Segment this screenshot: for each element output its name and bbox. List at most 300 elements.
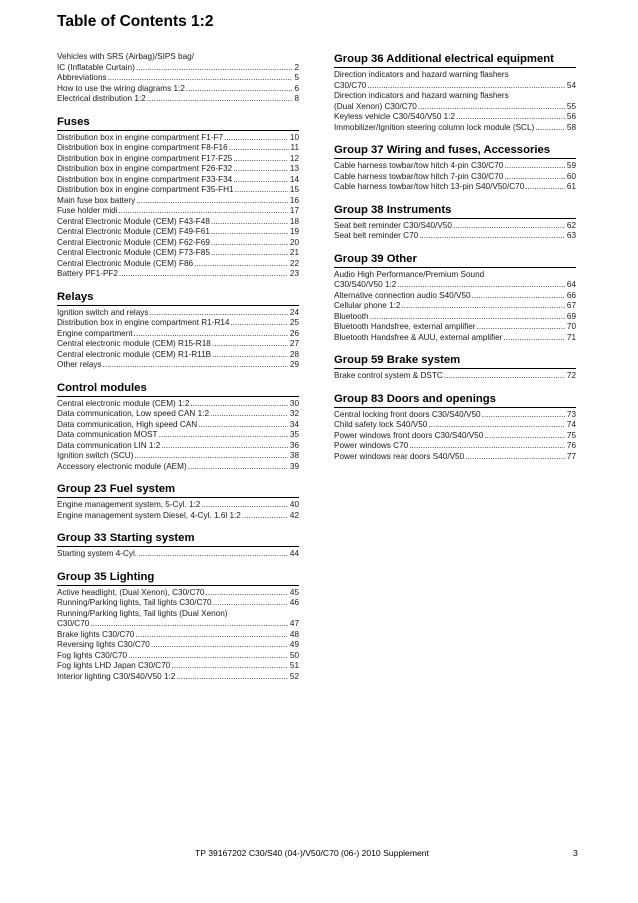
page-number: 56 bbox=[566, 112, 576, 121]
toc-entry[interactable] bbox=[57, 329, 299, 340]
entry-title: Distribution box in engine compartment F17-F25 bbox=[57, 153, 233, 163]
dot-leader bbox=[211, 227, 288, 238]
toc-entry[interactable] bbox=[57, 84, 299, 95]
toc-entry[interactable] bbox=[57, 175, 299, 186]
dot-leader bbox=[205, 588, 287, 599]
entry-title: Distribution box in engine compartment F33-F34 bbox=[57, 174, 233, 184]
toc-entry[interactable] bbox=[57, 318, 299, 329]
toc-section-fuses bbox=[57, 115, 299, 280]
toc-entry[interactable] bbox=[57, 630, 299, 641]
entry-title-row bbox=[334, 301, 576, 312]
entry-title-row bbox=[57, 185, 299, 196]
entry-title: Central locking front doors C30/S40/V50 bbox=[334, 409, 481, 419]
dot-leader bbox=[134, 451, 287, 462]
entry-title-row bbox=[57, 549, 299, 560]
entry-title: Central Electronic Module (CEM) F86 bbox=[57, 258, 194, 268]
dot-leader bbox=[134, 329, 288, 340]
entry-title: (Dual Xenon) C30/C70 bbox=[334, 101, 417, 111]
toc-entry[interactable] bbox=[334, 371, 576, 382]
entry-title-row bbox=[57, 451, 299, 462]
toc-section-group-39-other bbox=[334, 252, 576, 344]
entry-title: Starting system 4-Cyl. bbox=[57, 549, 138, 558]
page-number: 47 bbox=[289, 619, 299, 628]
dot-leader bbox=[210, 409, 288, 420]
toc-entry[interactable] bbox=[334, 420, 576, 431]
page-number: 20 bbox=[289, 237, 299, 247]
dot-leader bbox=[194, 259, 288, 270]
page-number: 16 bbox=[289, 195, 299, 205]
page-number: 12 bbox=[289, 153, 299, 163]
toc-entry[interactable] bbox=[57, 588, 299, 599]
dot-leader bbox=[186, 84, 293, 95]
dot-leader bbox=[465, 452, 565, 463]
entry-title: Fog lights C30/C70 bbox=[57, 650, 128, 660]
toc-entry[interactable] bbox=[334, 431, 576, 442]
entry-title-row bbox=[334, 161, 576, 172]
section-heading: Group 35 Lighting bbox=[57, 570, 299, 586]
toc-entry[interactable] bbox=[57, 640, 299, 651]
entry-title: Central electronic module (CEM) 1:2 bbox=[57, 398, 190, 408]
page-number: 22 bbox=[289, 258, 299, 268]
entry-title-row bbox=[57, 409, 299, 420]
page-number: 19 bbox=[289, 227, 299, 236]
page-number: 29 bbox=[289, 360, 299, 369]
toc-section-group-36-additional-electrical-equipment bbox=[334, 52, 576, 133]
toc-entry[interactable] bbox=[57, 133, 299, 144]
toc-section-group-59-brake-system bbox=[334, 353, 576, 382]
dot-leader bbox=[242, 511, 288, 522]
toc-entry[interactable] bbox=[57, 430, 299, 441]
page-number: 70 bbox=[566, 322, 576, 331]
toc-section-intro bbox=[57, 52, 299, 105]
entry-title: Alternative connection audio S40/V50 bbox=[334, 290, 471, 300]
entry-title: Accessory electronic module (AEM) bbox=[57, 461, 187, 471]
section-heading: Fuses bbox=[57, 115, 299, 131]
toc-entry[interactable] bbox=[57, 399, 299, 410]
page-number: 17 bbox=[289, 206, 299, 215]
toc-entry[interactable] bbox=[334, 441, 576, 452]
section-heading: Group 36 Additional electrical equipment bbox=[334, 52, 576, 68]
toc-right-column bbox=[334, 52, 576, 462]
entry-title: Electrical distribution 1:2 bbox=[57, 94, 146, 103]
entry-title-row bbox=[57, 84, 299, 95]
dot-leader bbox=[233, 164, 288, 175]
dot-leader bbox=[477, 322, 565, 333]
dot-leader bbox=[171, 661, 288, 672]
entry-title: Battery PF1-PF2 bbox=[57, 269, 118, 278]
entry-title-row bbox=[57, 206, 299, 217]
entry-title-row bbox=[334, 420, 576, 431]
page-number: 39 bbox=[289, 461, 299, 471]
entry-title: Cable harness towbar/tow hitch 13-pin S40/V50/C70 bbox=[334, 182, 525, 191]
entry-title-row bbox=[57, 651, 299, 662]
toc-entry[interactable] bbox=[334, 91, 576, 112]
entry-title-row bbox=[334, 123, 576, 134]
dot-leader bbox=[212, 339, 288, 350]
entry-title-row bbox=[334, 280, 576, 291]
toc-entry[interactable] bbox=[334, 270, 576, 291]
dot-leader bbox=[190, 399, 287, 410]
dot-leader bbox=[198, 420, 288, 431]
page-number: 62 bbox=[566, 220, 576, 230]
dot-leader bbox=[224, 133, 288, 144]
entry-title: C30/C70 bbox=[57, 619, 90, 628]
toc-entry[interactable] bbox=[57, 185, 299, 196]
toc-entry[interactable] bbox=[57, 248, 299, 259]
page-number: 25 bbox=[289, 318, 299, 327]
entry-title: Power windows C70 bbox=[334, 441, 409, 450]
toc-entry[interactable] bbox=[57, 672, 299, 683]
toc-entry[interactable] bbox=[334, 182, 576, 193]
page-number: 14 bbox=[289, 174, 299, 184]
toc-entry[interactable] bbox=[57, 269, 299, 280]
page-number: 71 bbox=[566, 332, 576, 342]
entry-title: Brake lights C30/C70 bbox=[57, 629, 135, 639]
entry-title-row bbox=[57, 430, 299, 441]
entry-title-row bbox=[334, 172, 576, 183]
footer-page-number: 3 bbox=[573, 848, 578, 858]
entry-title-row bbox=[57, 462, 299, 473]
page-number: 15 bbox=[289, 185, 299, 194]
entry-title: Central Electronic Module (CEM) F49-F61 bbox=[57, 227, 210, 236]
dot-leader bbox=[419, 231, 565, 242]
dot-leader bbox=[367, 81, 565, 92]
dot-leader bbox=[453, 221, 565, 232]
entry-title-row bbox=[57, 154, 299, 165]
entry-title-row bbox=[57, 598, 299, 609]
toc-entry[interactable] bbox=[57, 462, 299, 473]
entry-title-row bbox=[57, 94, 299, 105]
page-number: 77 bbox=[566, 451, 576, 461]
toc-entry[interactable] bbox=[57, 164, 299, 175]
footer-document-reference: TP 39167202 C30/S40 (04-)/V50/C70 (06-) 2010 Supplement bbox=[195, 848, 429, 858]
entry-title-row bbox=[57, 217, 299, 228]
toc-entry[interactable] bbox=[57, 73, 299, 84]
dot-leader bbox=[135, 630, 288, 641]
toc-entry[interactable] bbox=[334, 123, 576, 134]
entry-title-line: Running/Parking lights, Tail lights (Dual Xenon) bbox=[57, 608, 228, 618]
entry-title-row bbox=[57, 511, 299, 522]
page-number: 10 bbox=[289, 132, 299, 142]
toc-entry[interactable] bbox=[57, 94, 299, 105]
entry-title: Cable harness towbar/tow hitch 7-pin C30/C70 bbox=[334, 171, 504, 181]
page-number: 54 bbox=[566, 80, 576, 90]
dot-leader bbox=[136, 63, 293, 74]
page-number: 27 bbox=[289, 339, 299, 348]
toc-entry[interactable] bbox=[334, 291, 576, 302]
page-number: 8 bbox=[294, 94, 299, 103]
page-number: 75 bbox=[566, 430, 576, 440]
entry-title-line: Vehicles with SRS (Airbag)/SIPS bag/ bbox=[57, 52, 194, 61]
entry-title: Cable harness towbar/tow hitch 4-pin C30/C70 bbox=[334, 161, 504, 170]
toc-entry[interactable] bbox=[57, 549, 299, 560]
toc-section-group-83-doors-and-openings bbox=[334, 392, 576, 463]
toc-entry[interactable] bbox=[57, 360, 299, 371]
entry-title-row bbox=[334, 231, 576, 242]
entry-title: Fuse holder midi bbox=[57, 206, 118, 215]
entry-title-row bbox=[57, 420, 299, 431]
entry-title: Power windows front doors C30/S40/V50 bbox=[334, 430, 484, 440]
entry-title-line: Direction indicators and hazard warning flashers bbox=[334, 70, 509, 79]
entry-title-row bbox=[57, 308, 299, 319]
toc-entry[interactable] bbox=[334, 70, 576, 91]
dot-leader bbox=[456, 112, 565, 123]
entry-title-row bbox=[57, 588, 299, 599]
toc-entry[interactable] bbox=[334, 231, 576, 242]
dot-leader bbox=[108, 73, 293, 84]
toc-entry[interactable] bbox=[57, 196, 299, 207]
page-number: 23 bbox=[289, 269, 299, 278]
entry-title: C30/C70 bbox=[334, 80, 367, 90]
entry-title-row bbox=[334, 291, 576, 302]
entry-title-row bbox=[57, 196, 299, 207]
entry-title: Distribution box in engine compartment R1-R14 bbox=[57, 318, 230, 327]
entry-title-row bbox=[57, 269, 299, 280]
page-number: 2 bbox=[294, 62, 299, 72]
toc-section-group-35-lighting bbox=[57, 570, 299, 683]
entry-title: Data communication, Low speed CAN 1:2 bbox=[57, 409, 210, 418]
dot-leader bbox=[504, 161, 565, 172]
toc-section-group-23-fuel-system bbox=[57, 482, 299, 521]
dot-leader bbox=[161, 441, 288, 452]
entry-title: Interior lighting C30/S40/V50 1:2 bbox=[57, 671, 176, 681]
entry-title: Central electronic module (CEM) R1-R11B bbox=[57, 349, 212, 359]
toc-entry[interactable] bbox=[57, 308, 299, 319]
entry-title: C30/S40/V50 1:2 bbox=[334, 280, 397, 289]
entry-title-row bbox=[57, 350, 299, 361]
entry-title: Other relays bbox=[57, 360, 102, 369]
entry-title: Reversing lights C30/C70 bbox=[57, 640, 150, 649]
entry-title: Seat belt reminder C30/S40/V50 bbox=[334, 220, 452, 230]
page-number: 6 bbox=[294, 83, 299, 93]
section-heading: Group 38 Instruments bbox=[334, 203, 576, 219]
toc-entry[interactable] bbox=[57, 154, 299, 165]
entry-title: Data communication, High speed CAN bbox=[57, 419, 198, 429]
toc-section-relays bbox=[57, 290, 299, 371]
toc-entry[interactable] bbox=[57, 217, 299, 228]
page-number: 73 bbox=[566, 409, 576, 419]
dot-leader bbox=[409, 441, 565, 452]
entry-title-row bbox=[57, 143, 299, 154]
dot-leader bbox=[211, 238, 288, 249]
entry-title: Fog lights LHD Japan C30/C70 bbox=[57, 661, 171, 670]
entry-title-row bbox=[334, 182, 576, 193]
toc-entry[interactable] bbox=[57, 350, 299, 361]
entry-title: Active headlight, (Dual Xenon), C30/C70 bbox=[57, 587, 205, 597]
entry-title: IC (Inflatable Curtain) bbox=[57, 62, 135, 72]
entry-title: Bluetooth Handsfree & AUU, external amplifier bbox=[334, 332, 503, 342]
entry-title-row bbox=[334, 410, 576, 421]
section-heading: Group 33 Starting system bbox=[57, 531, 299, 547]
dot-leader bbox=[235, 185, 288, 196]
page-number: 45 bbox=[289, 587, 299, 597]
entry-title: Engine management system Diesel, 4-Cyl. 1.6l 1:2 bbox=[57, 510, 241, 520]
page-number: 58 bbox=[566, 122, 576, 132]
entry-title-row bbox=[334, 81, 576, 92]
toc-entry[interactable] bbox=[334, 312, 576, 323]
page-number: 50 bbox=[289, 650, 299, 660]
toc-entry[interactable] bbox=[57, 500, 299, 511]
entry-title-row bbox=[57, 238, 299, 249]
entry-title-row bbox=[57, 661, 299, 672]
toc-entry[interactable] bbox=[57, 441, 299, 452]
toc-section-group-37-wiring-and-fuses-accessories bbox=[334, 143, 576, 193]
entry-title: Immobilizer/Ignition steering column lock module (SCL) bbox=[334, 122, 535, 132]
entry-title-row bbox=[57, 619, 299, 630]
dot-leader bbox=[535, 123, 565, 134]
entry-title-row bbox=[57, 63, 299, 74]
entry-title-row bbox=[57, 248, 299, 259]
dot-leader bbox=[230, 318, 287, 329]
dot-leader bbox=[472, 291, 565, 302]
page-number: 55 bbox=[566, 101, 576, 111]
toc-entry[interactable] bbox=[57, 511, 299, 522]
toc-entry[interactable] bbox=[57, 451, 299, 462]
entry-title-line: Audio High Performance/Premium Sound bbox=[334, 269, 485, 279]
page-number: 28 bbox=[289, 349, 299, 359]
entry-title: Main fuse box battery bbox=[57, 195, 136, 205]
entry-title: Distribution box in engine compartment F35-FH1 bbox=[57, 185, 234, 194]
toc-entry[interactable] bbox=[57, 227, 299, 238]
dot-leader bbox=[233, 175, 288, 186]
dot-leader bbox=[211, 248, 288, 259]
toc-entry[interactable] bbox=[57, 598, 299, 609]
entry-title: Central Electronic Module (CEM) F62-F69 bbox=[57, 237, 210, 247]
entry-title-row bbox=[57, 360, 299, 371]
entry-title: Distribution box in engine compartment F26-F32 bbox=[57, 164, 233, 173]
entry-title: Abbreviations bbox=[57, 73, 107, 82]
page-number: 48 bbox=[289, 629, 299, 639]
dot-leader bbox=[212, 350, 288, 361]
entry-title-row bbox=[334, 371, 576, 382]
page-number: 40 bbox=[289, 500, 299, 509]
entry-title: Bluetooth bbox=[334, 311, 369, 321]
toc-entry[interactable] bbox=[334, 161, 576, 172]
page-number: 64 bbox=[566, 280, 576, 289]
page-number: 46 bbox=[289, 598, 299, 607]
section-heading: Relays bbox=[57, 290, 299, 306]
entry-title-row bbox=[334, 102, 576, 113]
dot-leader bbox=[90, 619, 288, 630]
toc-section-group-33-starting-system bbox=[57, 531, 299, 560]
dot-leader bbox=[229, 143, 289, 154]
page-number: 11 bbox=[290, 143, 299, 152]
entry-title: Central electronic module (CEM) R15-R18 bbox=[57, 339, 211, 348]
dot-leader bbox=[397, 280, 565, 291]
toc-entry[interactable] bbox=[57, 609, 299, 630]
entry-title: Central Electronic Module (CEM) F43-F48 bbox=[57, 216, 210, 226]
entry-title: Distribution box in engine compartment F1-F7 bbox=[57, 132, 224, 142]
page-number: 24 bbox=[289, 307, 299, 317]
entry-title: Engine compartment bbox=[57, 328, 133, 338]
toc-entry[interactable] bbox=[57, 52, 299, 73]
dot-leader bbox=[370, 312, 565, 323]
toc-entry[interactable] bbox=[334, 301, 576, 312]
dot-leader bbox=[119, 269, 288, 280]
page-number: 49 bbox=[289, 640, 299, 649]
page-number: 61 bbox=[566, 182, 576, 191]
toc-entry[interactable] bbox=[57, 259, 299, 270]
toc-entry[interactable] bbox=[57, 206, 299, 217]
toc-entry[interactable] bbox=[334, 452, 576, 463]
page-number: 63 bbox=[566, 231, 576, 240]
toc-entry[interactable] bbox=[57, 409, 299, 420]
section-heading: Group 59 Brake system bbox=[334, 353, 576, 369]
page-number: 13 bbox=[289, 164, 299, 173]
entry-title-line: Direction indicators and hazard warning flashers bbox=[334, 91, 509, 100]
toc-entry[interactable] bbox=[334, 112, 576, 123]
entry-title: Data communication MOST bbox=[57, 430, 158, 439]
toc-entry[interactable] bbox=[57, 651, 299, 662]
entry-title-row bbox=[334, 452, 576, 463]
entry-title-row bbox=[334, 441, 576, 452]
page-number: 52 bbox=[289, 671, 299, 681]
entry-title-row bbox=[57, 164, 299, 175]
page-number: 36 bbox=[289, 440, 299, 450]
entry-title-row bbox=[57, 259, 299, 270]
dot-leader bbox=[201, 500, 288, 511]
entry-title-row bbox=[57, 73, 299, 84]
entry-title: Power windows rear doors S40/V50 bbox=[334, 451, 465, 461]
dot-leader bbox=[401, 301, 564, 312]
toc-entry[interactable] bbox=[334, 221, 576, 232]
toc-entry[interactable] bbox=[57, 420, 299, 431]
dot-leader bbox=[103, 360, 288, 371]
entry-title-row bbox=[334, 322, 576, 333]
toc-entry[interactable] bbox=[57, 339, 299, 350]
section-heading: Group 39 Other bbox=[334, 252, 576, 268]
entry-title: Ignition switch and relays bbox=[57, 307, 149, 317]
entry-title-row bbox=[334, 221, 576, 232]
entry-title-row bbox=[57, 133, 299, 144]
section-heading: Group 83 Doors and openings bbox=[334, 392, 576, 408]
entry-title: Cellular phone 1:2 bbox=[334, 301, 401, 310]
dot-leader bbox=[418, 102, 565, 113]
page-number: 35 bbox=[289, 430, 299, 439]
toc-entry[interactable] bbox=[57, 661, 299, 672]
page-number: 66 bbox=[566, 290, 576, 300]
dot-leader bbox=[147, 94, 293, 105]
entry-title: How to use the wiring diagrams 1:2 bbox=[57, 83, 185, 93]
dot-leader bbox=[188, 462, 288, 473]
dot-leader bbox=[128, 651, 288, 662]
dot-leader bbox=[149, 308, 287, 319]
toc-entry[interactable] bbox=[334, 172, 576, 183]
page-number: 5 bbox=[294, 73, 299, 82]
entry-title: Distribution box in engine compartment F8-F16 bbox=[57, 143, 228, 152]
page-number: 51 bbox=[289, 661, 299, 670]
page-number: 34 bbox=[289, 419, 299, 429]
entry-title: Central Electronic Module (CEM) F73-F85 bbox=[57, 248, 210, 257]
toc-entry[interactable] bbox=[57, 143, 299, 154]
page-number: 44 bbox=[289, 549, 299, 558]
page-number: 42 bbox=[289, 510, 299, 520]
toc-entry[interactable] bbox=[57, 238, 299, 249]
toc-entry[interactable] bbox=[334, 322, 576, 333]
toc-entry[interactable] bbox=[334, 333, 576, 344]
entry-title: Engine management system, 5-Cyl. 1:2 bbox=[57, 500, 201, 509]
page-number: 74 bbox=[566, 420, 576, 429]
dot-leader bbox=[428, 420, 565, 431]
page-number: 18 bbox=[289, 216, 299, 226]
page-number: 67 bbox=[566, 301, 576, 310]
entry-title-row bbox=[57, 227, 299, 238]
entry-title-row bbox=[334, 112, 576, 123]
entry-title: Bluetooth Handsfree, external amplifier bbox=[334, 322, 476, 331]
toc-entry[interactable] bbox=[334, 410, 576, 421]
page-number: 69 bbox=[566, 311, 576, 321]
page-number: 72 bbox=[566, 371, 576, 380]
